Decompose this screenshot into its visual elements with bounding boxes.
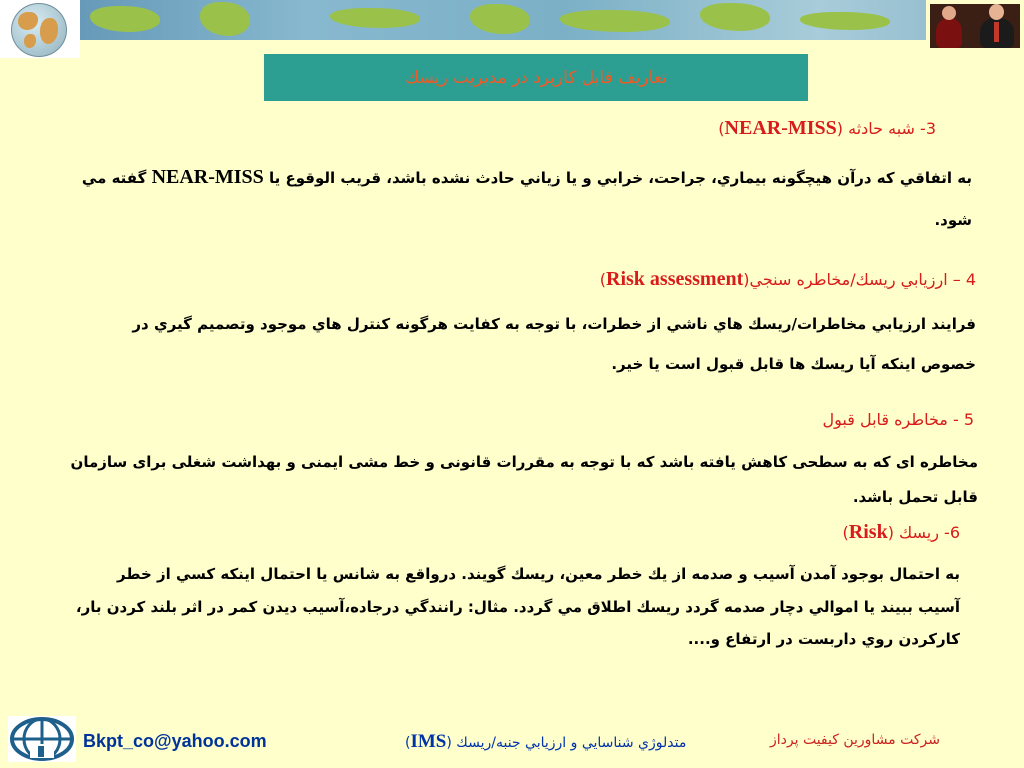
slide-title-box <box>264 54 808 101</box>
footer-email: Bkpt_co@yahoo.com <box>83 731 267 751</box>
footer-methodology-text: متدلوژي شناسايي و ارزيابي جنبه/ريسك <box>456 735 687 751</box>
section-3-heading-en: NEAR-MISS <box>724 117 837 139</box>
section-3-line-2: شود. <box>934 211 972 229</box>
section-3-heading-suffix: ) <box>718 119 725 138</box>
section-3-line-1 <box>42 160 972 195</box>
section-6-heading-prefix: 6- ريسك ( <box>887 523 960 542</box>
section-6-heading-suffix: ) <box>842 523 849 542</box>
footer-ims: IMS <box>410 731 447 752</box>
section-4-heading-suffix: ) <box>599 270 607 289</box>
section-3-line-1-b: گفته مي <box>81 169 147 187</box>
section-3-heading-prefix: 3- شبه حادثه ( <box>836 119 936 138</box>
footer-methodology: متدلوژي شناسايي و ارزيابي جنبه/ريسك (IMS) <box>405 731 687 752</box>
section-3-heading <box>718 117 936 140</box>
globe-icon <box>11 3 67 57</box>
globe-logo-area <box>0 0 80 58</box>
slide-title: تعاريف قابل كاربرد در مديريت ريسك <box>405 67 667 88</box>
section-6-line-1: به احتمال بوجود آمدن آسيب و صدمه از يك خطر معين، ريسك گويند. درواقع به شانس يا احتمال اينكه كسي از خطر <box>117 565 960 583</box>
section-6-line-2: آسيب ببيند يا اموالي دچار صدمه گردد ريسك اطلاق مي گردد. مثال: رانندگي درجاده،آسيب ديدن كمر در اثر بلند كردن بار، <box>75 598 960 616</box>
section-6-heading-en: Risk <box>848 521 888 543</box>
section-5-line-1: مخاطره ای كه به سطحی كاهش يافته باشد كه با توجه به مقررات قانونی و خط مشی ايمنی و بهداشت شغلی برای سازمان <box>70 453 978 471</box>
section-4-heading <box>600 268 976 291</box>
section-5-line-2: قابل تحمل باشد. <box>852 488 978 506</box>
section-4-line-2: خصوص اينكه آيا ريسك ها قابل قبول است يا خير. <box>611 355 976 373</box>
section-3-line-1-a: به اتفاقي كه درآن هيچگونه بيماري، جراحت، خرابي و يا زياني حادث نشده باشد، قريب الوقوع يا <box>269 169 972 187</box>
section-6-heading <box>843 521 960 544</box>
section-3-line-1-en: NEAR-MISS <box>151 166 264 188</box>
section-4-line-1: فرايند ارزيابي مخاطرات/ريسك هاي ناشي از خطرات، با توجه به كفايت هرگونه كنترل هاي موجود وتصميم گيري در <box>132 315 976 333</box>
section-4-heading-en: Risk assessment <box>606 268 744 290</box>
footer-company: شركت مشاورين كيفيت پرداز <box>770 732 940 748</box>
section-4-heading-prefix: 4 – ارزيابي ريسك/مخاطره سنجي( <box>743 270 976 289</box>
world-map-banner <box>0 0 1024 40</box>
section-5-heading: 5 - مخاطره قابل قبول <box>822 410 974 429</box>
section-6-line-3: كاركردن روي داربست در ارتفاع و.... <box>687 630 960 648</box>
people-photo <box>926 0 1024 50</box>
ims-logo-icon <box>8 716 76 762</box>
